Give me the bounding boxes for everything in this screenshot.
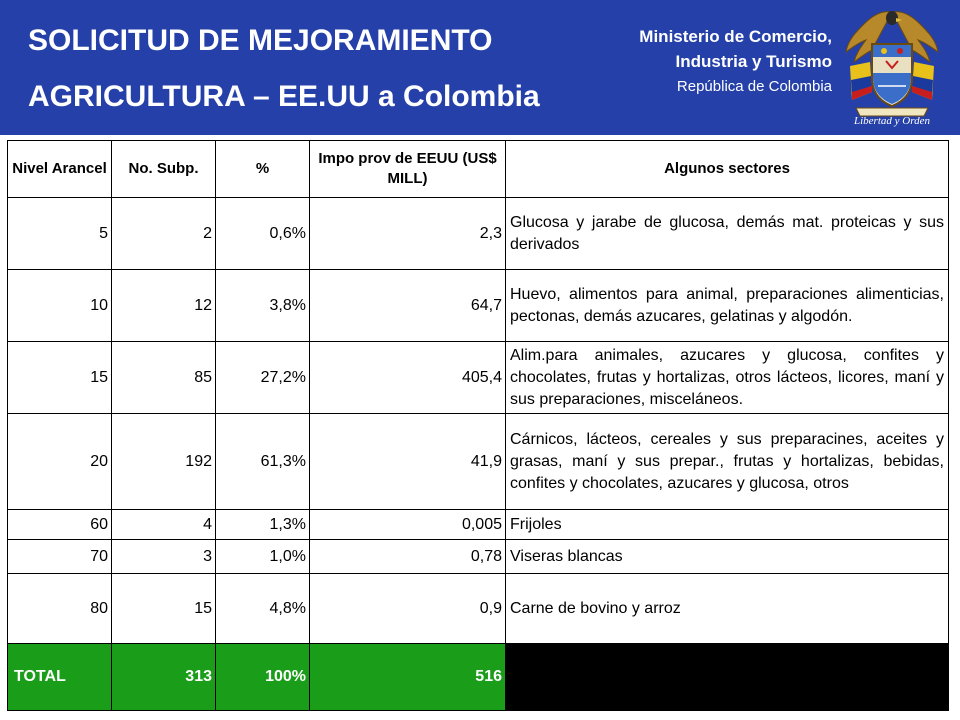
cell-subp: 3: [112, 540, 216, 574]
cell-subp: 85: [112, 342, 216, 414]
cell-impo: 405,4: [310, 342, 506, 414]
total-label: TOTAL: [8, 644, 112, 711]
cell-sectores: Alim.para animales, azucares y glucosa, confites y chocolates, frutas y hortalizas, otros lácteos, licores, maní y sus preparaciones, misceláneos.: [506, 342, 949, 414]
table-row: [8, 574, 949, 644]
cell-sectores: Frijoles: [506, 510, 949, 540]
cell-impo: 2,3: [310, 198, 506, 270]
table-row: [8, 270, 949, 342]
cell-nivel: 5: [8, 198, 112, 270]
cell-nivel: 10: [8, 270, 112, 342]
table-row: [8, 510, 949, 540]
cell-subp: 2: [112, 198, 216, 270]
cell-nivel: 15: [8, 342, 112, 414]
crest-motto: Libertad y Orden: [854, 115, 930, 127]
cell-subp: 4: [112, 510, 216, 540]
cell-nivel: 70: [8, 540, 112, 574]
tariff-table: [7, 140, 949, 711]
cell-nivel: 60: [8, 510, 112, 540]
cell-subp: 12: [112, 270, 216, 342]
col-header-impo: Impo prov de EEUU (US$ MILL): [310, 141, 506, 198]
cell-impo: 64,7: [310, 270, 506, 342]
table-row: [8, 342, 949, 414]
ministry-line2: Industria y Turismo: [675, 52, 832, 71]
cell-pct: 1,3%: [216, 510, 310, 540]
cell-impo: 0,9: [310, 574, 506, 644]
cell-subp: 15: [112, 574, 216, 644]
cell-pct: 61,3%: [216, 414, 310, 510]
cell-sectores: Viseras blancas: [506, 540, 949, 574]
col-header-pct: %: [216, 141, 310, 198]
ministry-line1: Ministerio de Comercio,: [639, 27, 832, 46]
ministry-line3: República de Colombia: [676, 78, 832, 95]
cell-pct: 1,0%: [216, 540, 310, 574]
cell-pct: 27,2%: [216, 342, 310, 414]
cell-pct: 0,6%: [216, 198, 310, 270]
total-pct: 100%: [216, 644, 310, 711]
total-impo: 516: [310, 644, 506, 711]
col-header-subp: No. Subp.: [112, 141, 216, 198]
page-title-line2: AGRICULTURA – EE.UU a Colombia: [28, 80, 540, 113]
table-row: [8, 414, 949, 510]
cell-impo: 41,9: [310, 414, 506, 510]
cell-pct: 3,8%: [216, 270, 310, 342]
col-header-sectores: Algunos sectores: [506, 141, 949, 198]
table-total-row: [8, 644, 949, 711]
cell-nivel: 20: [8, 414, 112, 510]
colombia-coat-of-arms-icon: [842, 6, 942, 130]
table-row: [8, 198, 949, 270]
cell-sectores: Huevo, alimentos para animal, preparaciones alimenticias, pectonas, demás azucares, gelatinas y algodón.: [506, 270, 949, 342]
cell-impo: 0,78: [310, 540, 506, 574]
cell-nivel: 80: [8, 574, 112, 644]
page-title-line1: SOLICITUD DE MEJORAMIENTO: [28, 24, 493, 57]
table-header-row: [8, 141, 949, 198]
cell-sectores: Carne de bovino y arroz: [506, 574, 949, 644]
table-row: [8, 540, 949, 574]
total-blank-cell: [506, 644, 949, 711]
cell-subp: 192: [112, 414, 216, 510]
header-banner: [0, 0, 960, 135]
cell-sectores: Glucosa y jarabe de glucosa, demás mat. proteicas y sus derivados: [506, 198, 949, 270]
cell-impo: 0,005: [310, 510, 506, 540]
total-subp: 313: [112, 644, 216, 711]
col-header-nivel: Nivel Arancel: [8, 141, 112, 198]
ministry-block: [639, 24, 832, 99]
cell-sectores: Cárnicos, lácteos, cereales y sus preparacines, aceites y grasas, maní y sus prepar., frutas y hortalizas, bebidas, confites y chocolates, azucares y glucosa, otros: [506, 414, 949, 510]
cell-pct: 4,8%: [216, 574, 310, 644]
